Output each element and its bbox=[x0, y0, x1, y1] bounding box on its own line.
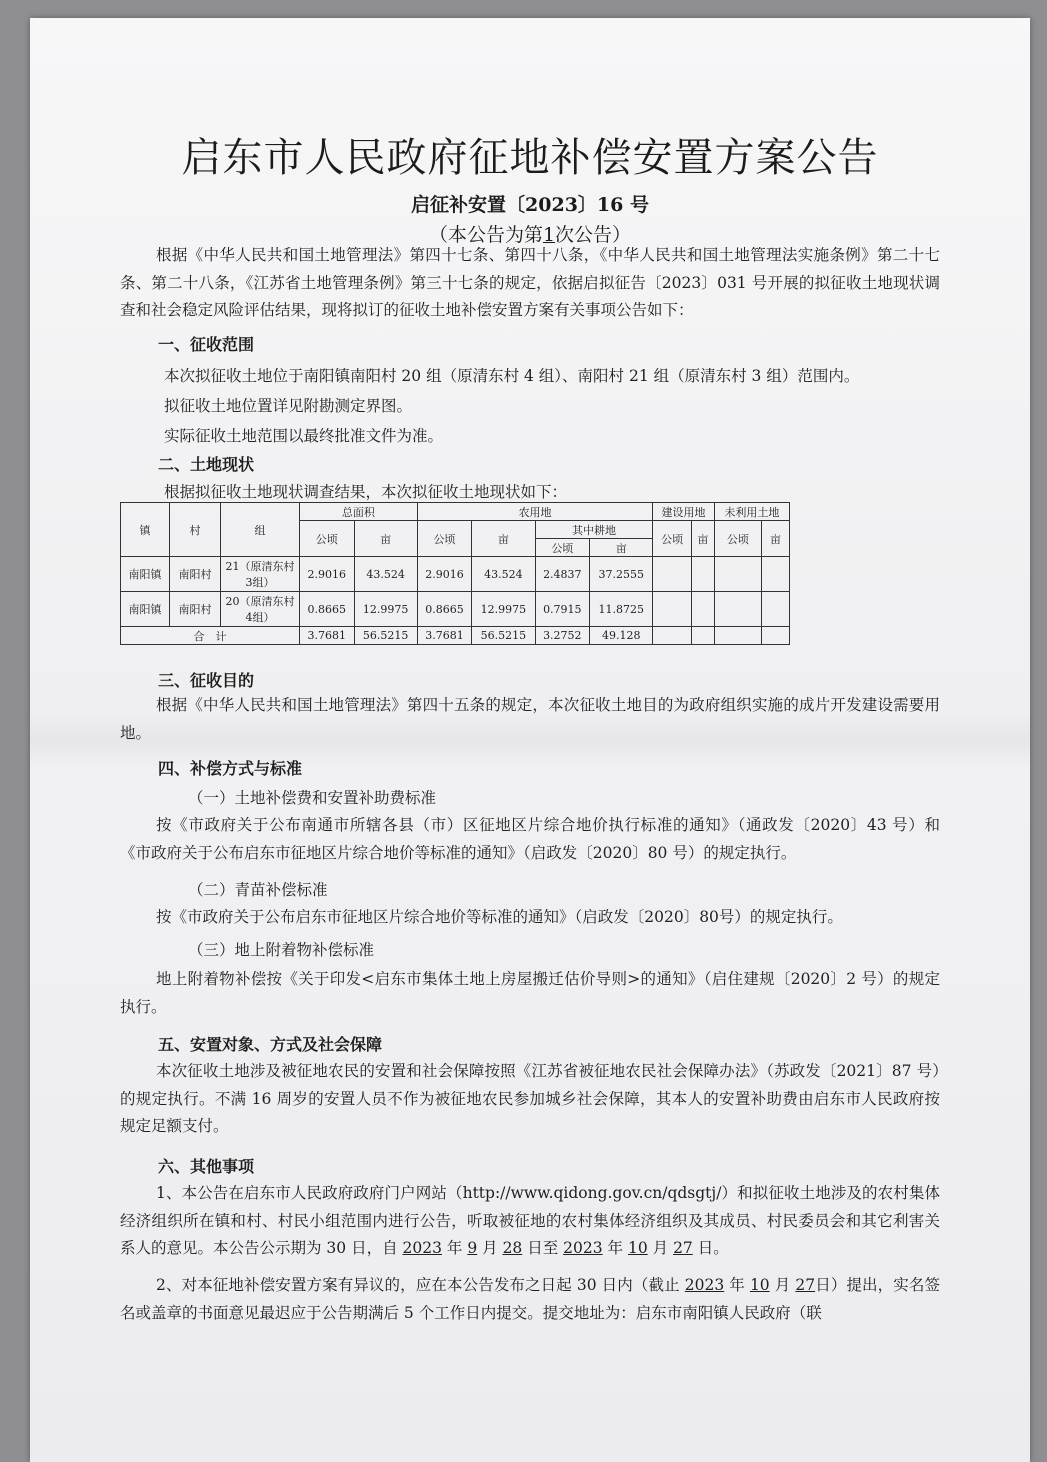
cell-village: 南阳村 bbox=[170, 592, 221, 627]
table-header-unused: 未利用土地 bbox=[714, 503, 789, 521]
cell-group: 21（原清东村3组） bbox=[221, 557, 300, 592]
table-header-construction: 建设用地 bbox=[653, 503, 714, 521]
table-row bbox=[121, 557, 790, 592]
cell-farm-ha: 2.9016 bbox=[417, 557, 472, 592]
cell-empty bbox=[714, 592, 761, 627]
cell-total-ha: 2.9016 bbox=[300, 557, 355, 592]
cell-sum-farm-mu: 56.5215 bbox=[472, 627, 535, 645]
cell-empty bbox=[691, 557, 714, 592]
notice-paper bbox=[30, 18, 1030, 1462]
notice-round: （本公告为第1次公告） bbox=[428, 224, 632, 246]
cell-empty bbox=[761, 627, 789, 645]
table-unit: 公顷 bbox=[653, 521, 692, 557]
section-1-heading: 一、征收范围 bbox=[158, 335, 255, 354]
table-header-arable: 其中耕地 bbox=[535, 521, 653, 539]
cell-sum-total-ha: 3.7681 bbox=[300, 627, 355, 645]
cell-arable-ha: 2.4837 bbox=[535, 557, 590, 592]
cell-sum-label: 合 计 bbox=[121, 627, 300, 645]
cell-sum-arable-mu: 49.128 bbox=[590, 627, 653, 645]
cell-empty bbox=[761, 592, 789, 627]
cell-sum-total-mu: 56.5215 bbox=[354, 627, 417, 645]
table-header-total: 总面积 bbox=[300, 503, 418, 521]
section-4-sub-1: （一）土地补偿费和安置补助费标准 bbox=[188, 789, 437, 807]
table-header-group: 组 bbox=[221, 503, 300, 557]
cell-empty bbox=[653, 592, 692, 627]
cell-empty bbox=[691, 592, 714, 627]
land-status-table bbox=[120, 502, 790, 645]
table-unit: 亩 bbox=[691, 521, 714, 557]
section-1-text-1: 本次拟征收土地位于南阳镇南阳村 20 组（原清东村 4 组）、南阳村 21 组（原清东村 3 组）范围内。 bbox=[164, 367, 860, 385]
cell-empty bbox=[691, 627, 714, 645]
table-unit: 公顷 bbox=[714, 521, 761, 557]
cell-farm-mu: 43.524 bbox=[472, 557, 535, 592]
section-4-heading: 四、补偿方式与标准 bbox=[158, 759, 303, 778]
cell-sum-farm-ha: 3.7681 bbox=[417, 627, 472, 645]
section-5-text: 本次征收土地涉及被征地农民的安置和社会保障按照《江苏省被征地农民社会保障办法》（苏政发〔2021〕87 号）的规定执行。不满 16 周岁的安置人员不作为被征地农民参加城乡社会保障，其本人的安置补助费由启东市人民政府按规定足额支付。 bbox=[120, 1062, 940, 1135]
table-unit: 亩 bbox=[761, 521, 789, 557]
section-4-text-1: 按《市政府关于公布南通市所辖各县（市）区征地区片综合地价执行标准的通知》（通政发〔2020〕43 号）和《市政府关于公布启东市征地区片综合地价等标准的通知》（启政发〔2020〕80 号）的规定执行。 bbox=[120, 816, 940, 862]
cell-total-mu: 43.524 bbox=[354, 557, 417, 592]
cell-farm-ha: 0.8665 bbox=[417, 592, 472, 627]
table-unit: 公顷 bbox=[417, 521, 472, 557]
table-unit: 亩 bbox=[472, 521, 535, 557]
table-header-town: 镇 bbox=[121, 503, 170, 557]
cell-arable-mu: 11.8725 bbox=[590, 592, 653, 627]
section-6-heading: 六、其他事项 bbox=[158, 1157, 255, 1176]
section-6-text-2: 2、对本征地补偿安置方案有异议的，应在本公告发布之日起 30 日内（截止 2023 年 10 月 27日）提出，实名签名或盖章的书面意见最迟应于公告期满后 5 个工作日内提交。提交地址为：启东市南阳镇人民政府（联 bbox=[120, 1276, 941, 1322]
cell-town: 南阳镇 bbox=[121, 592, 170, 627]
table-unit: 亩 bbox=[590, 539, 653, 557]
section-4-sub-3: （三）地上附着物补偿标准 bbox=[188, 941, 375, 959]
section-1-text-3: 实际征收土地范围以最终批准文件为准。 bbox=[164, 427, 444, 445]
cell-empty bbox=[714, 557, 761, 592]
section-6-text-1: 1、本公告在启东市人民政府政府门户网站（http://www.qidong.gov.cn/qdsgtj/）和拟征收土地涉及的农村集体经济组织所在镇和村、村民小组范围内进行公告，听取被征地的农村集体经济组织及其成员、村民委员会和其它利害关系人的意见。本公告公示期为 30 日，自 2023 年 9 月 28 日至 2023 年 10 月 27 日。 bbox=[120, 1184, 940, 1257]
cell-farm-mu: 12.9975 bbox=[472, 592, 535, 627]
table-unit: 公顷 bbox=[300, 521, 355, 557]
table-header-village: 村 bbox=[170, 503, 221, 557]
cell-sum-arable-ha: 3.2752 bbox=[535, 627, 590, 645]
cell-empty bbox=[761, 557, 789, 592]
table-total-row bbox=[121, 627, 790, 645]
table-header-farm: 农用地 bbox=[417, 503, 653, 521]
table-unit: 公顷 bbox=[535, 539, 590, 557]
cell-total-ha: 0.8665 bbox=[300, 592, 355, 627]
section-4-text-3: 地上附着物补偿按《关于印发<启东市集体土地上房屋搬迁估价导则>的通知》（启住建规〔2020〕2 号）的规定执行。 bbox=[120, 970, 940, 1016]
cell-arable-mu: 37.2555 bbox=[590, 557, 653, 592]
section-4-text-2: 按《市政府关于公布启东市征地区片综合地价等标准的通知》（启政发〔2020〕80号）的规定执行。 bbox=[156, 908, 843, 926]
cell-empty bbox=[714, 627, 761, 645]
section-5-heading: 五、安置对象、方式及社会保障 bbox=[158, 1035, 383, 1054]
cell-town: 南阳镇 bbox=[121, 557, 170, 592]
section-3-heading: 三、征收目的 bbox=[158, 671, 255, 690]
cell-group: 20（原清东村4组） bbox=[221, 592, 300, 627]
cell-arable-ha: 0.7915 bbox=[535, 592, 590, 627]
section-2-text: 根据拟征收土地现状调查结果，本次拟征收土地现状如下： bbox=[164, 483, 568, 501]
intro-paragraph: 根据《中华人民共和国土地管理法》第四十七条、第四十八条，《中华人民共和国土地管理法实施条例》第二十七条、第二十八条，《江苏省土地管理条例》第三十七条的规定，依据启拟征告〔2023〕031 号开展的拟征收土地现状调查和社会稳定风险评估结果，现将拟订的征收土地补偿安置方案有关事项公告如下： bbox=[120, 246, 940, 319]
section-2-heading: 二、土地现状 bbox=[158, 455, 255, 474]
cell-empty bbox=[653, 627, 692, 645]
table-unit: 亩 bbox=[354, 521, 417, 557]
section-3-text: 根据《中华人民共和国土地管理法》第四十五条的规定，本次征收土地目的为政府组织实施的成片开发建设需要用地。 bbox=[120, 696, 940, 742]
page-title: 启东市人民政府征地补偿安置方案公告 bbox=[181, 135, 879, 181]
cell-village: 南阳村 bbox=[170, 557, 221, 592]
document-number: 启征补安置〔2023〕16 号 bbox=[411, 194, 649, 216]
cell-total-mu: 12.9975 bbox=[354, 592, 417, 627]
section-4-sub-2: （二）青苗补偿标准 bbox=[188, 881, 328, 899]
cell-empty bbox=[653, 557, 692, 592]
table-row bbox=[121, 592, 790, 627]
section-1-text-2: 拟征收土地位置详见附勘测定界图。 bbox=[164, 397, 413, 415]
